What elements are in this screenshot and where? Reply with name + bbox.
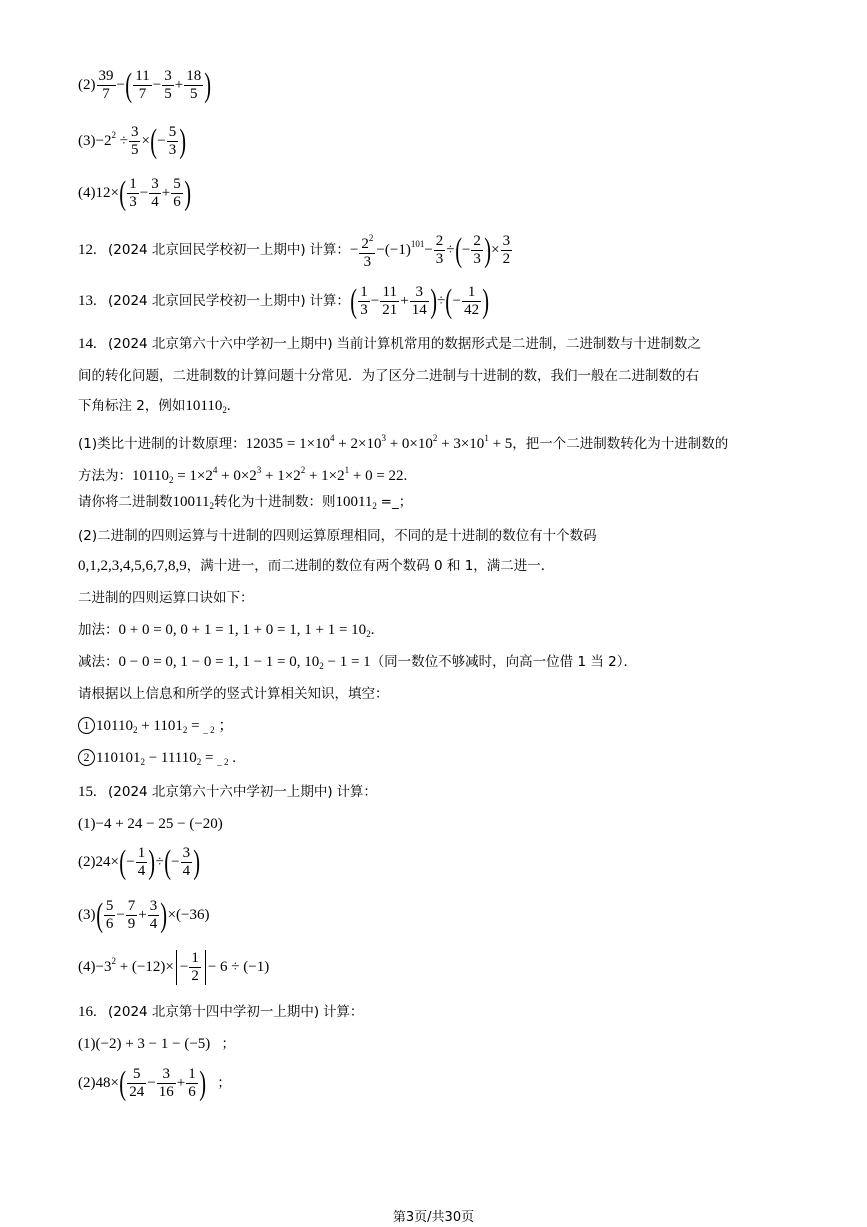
question-14-rules-heading: 二进制的四则运算口诀如下： xyxy=(78,590,254,606)
question-15-part3: (3)( $\frac{5}{6}$ − $\frac{7}{9}$ + $\frac{3}{4}$ )×(−36) xyxy=(78,896,210,934)
q11-part3: $(3)-2^2$ ÷ $\frac{3}{5}$ ×(− $\frac{5}{3}$ ) xyxy=(78,122,187,160)
question-15-part1: (1)−4 + 24 − 25 − (−20) xyxy=(78,816,223,832)
question-16-part2: (2)48×( $\frac{5}{24}$ − $\frac{3}{16}$ + $\frac{1}{6}$ ) ； xyxy=(78,1064,231,1102)
question-14-intro-line3: 下角标注 2，例如$10110_2$. xyxy=(78,398,231,415)
page-number-footer: 第3页/共30页 xyxy=(392,1210,475,1225)
circled-number-1: 1 xyxy=(78,717,95,734)
question-16: 16. (2024 北京第十四中学初一上期中) 计算： xyxy=(78,1004,364,1020)
q11-part2: (2) $\frac{39}{7}$ −( $\frac{11}{7}$ − $\frac{3}{5}$ + $\frac{18}{5}$ ) xyxy=(78,66,212,104)
question-14-part2-line2: 0,1,2,3,4,5,6,7,8,9，满十进一，而二进制的数位有两个数码 0 和 1，满二进一． xyxy=(78,558,555,574)
question-14-part1-line1: (1)类比十进制的计数原理：$12035 = 1\times 10^4 + 2\times 10^3 + 0\times 10^2 + 3\times 10^1 + 5$，把一个二进制数转化为十进制数的 xyxy=(78,433,729,452)
question-14-intro-line2: 间的转化问题，二进制数的计算问题十分常见．为了区分二进制与十进制的数，我们一般在二进制数的右 xyxy=(78,368,699,384)
question-14-addition-rules: 加法：0 + 0 = 0, 0 + 1 = 1, 1 + 0 = 1, $1 + 1 = 10_2$. xyxy=(78,622,375,639)
question-14-blank-2: 2 $110101_2 - 11110_2 = _{\_ 2}$ . xyxy=(78,748,236,772)
question-14-part1-line2: 方法为：$10110_2 = 1\times 2^4 + 0\times 2^3 + 1\times 2^2 + 1\times 2^1 + 0 = 22$. xyxy=(78,465,408,485)
question-15: 15. (2024 北京第六十六中学初一上期中) 计算： xyxy=(78,784,377,800)
question-14-part2-line1: (2)二进制的四则运算与十进制的四则运算原理相同，不同的是十进制的数位有十个数码 xyxy=(78,528,597,544)
q11-part4: (4)12×( $\frac{1}{3}$ − $\frac{3}{4}$ + $\frac{5}{6}$ ) xyxy=(78,174,191,212)
question-14-intro-line1: 14. (2024 北京第六十六中学初一上期中) 当前计算机常用的数据形式是二进制，二进制数与十进制数之 xyxy=(78,336,701,352)
question-14-fill-prompt: 请根据以上信息和所学的竖式计算相关知识，填空： xyxy=(78,686,389,702)
question-15-part4: $(4)-3^2 + (-12)\times$ − $\frac{1}{2}$ − 6 ÷ (−1) xyxy=(78,950,270,984)
question-12: 12. (2024 北京回民学校初一上期中) 计算：− $\frac{2^2}{3}$ $-(-1)^{101}-$ $\frac{2}{3}$ ÷(− $\frac{2}{3}$ )× $\frac{3}{2}$ xyxy=(78,231,511,270)
question-14-subtraction-rules: 减法：0 − 0 = 0, 1 − 0 = 1, 1 − 1 = 0, $10_2 - 1 = 1$（同一数位不够减时，向高一位借 1 当 2）． xyxy=(78,654,637,671)
circled-number-2: 2 xyxy=(78,749,95,766)
question-14-part1-ask: 请你将二进制数$10011_2$转化为十进制数：则$10011_2$ =_； xyxy=(78,494,413,511)
question-15-part2: (2)24×(− $\frac{1}{4}$ )÷(− $\frac{3}{4}$ ) xyxy=(78,843,201,881)
question-16-part1: (1)(−2) + 3 − 1 − (−5) ； xyxy=(78,1036,236,1052)
question-14-blank-1: 1 $10110_2 + 1101_2 = _{\_ 2}$ ； xyxy=(78,716,233,740)
question-13: 13. (2024 北京回民学校初一上期中) 计算：( $\frac{1}{3}$ − $\frac{11}{21}$ + $\frac{3}{14}$ )÷(− $\frac{1}{42}$ ) xyxy=(78,282,490,320)
